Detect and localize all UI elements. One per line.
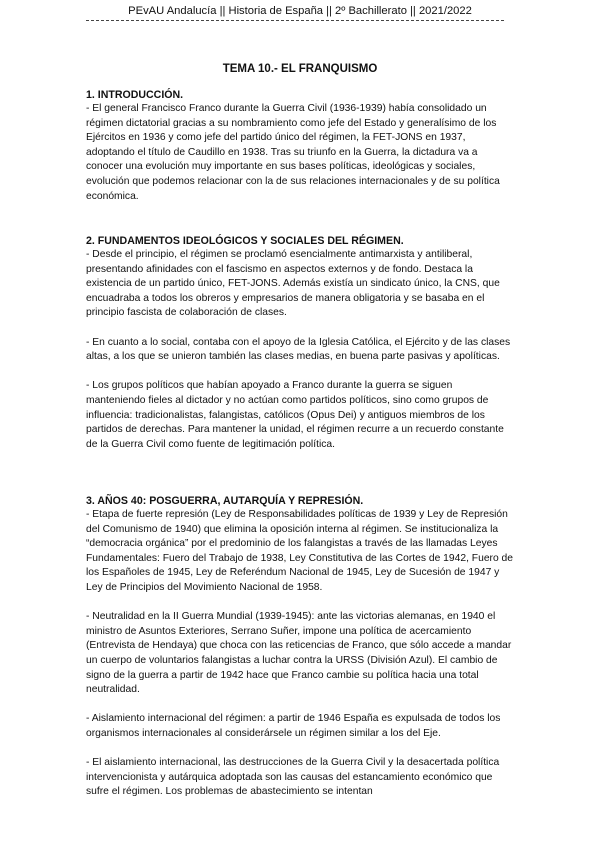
section-fundamentos — [86, 234, 514, 452]
section-anos-40 — [86, 494, 514, 800]
paragraph: - Aislamiento internacional del régimen: a partir de 1946 España es expulsada de todos los organismos internacionales al considerársele un régimen similar a los del Eje. — [86, 713, 501, 739]
section-title: 1. INTRODUCCIÓN. — [86, 89, 184, 101]
document-title: TEMA 10.- EL FRANQUISMO — [222, 63, 378, 75]
paragraph: - Los grupos políticos que habían apoyado a Franco durante la guerra se siguen manteniendo fieles al dictador y no actúan como partidos políticos, sino como grupos de influencia: tradicionalistas, falangistas, católicos (Opus Dei) y antiguos miembros de los partidos de derechas. Para mantener la unidad, el régimen recurre a un recuerdo constante de la Guerra Civil como fuente de legitimación política. — [86, 380, 504, 450]
paragraph: - Neutralidad en la II Guerra Mundial (1939-1945): ante las victorias alemanas, en 1940 el ministro de Asuntos Exteriores, Serrano Suñer, impone una política de acercamiento (Entrevista de Hendaya) que choca con las reticencias de Franco, que sólo accede a mandar un cuerpo de voluntarios falangistas a luchar contra la URSS (División Azul). El cambio de signo de la guerra a partir de 1942 hace que Franco cambie su política hacia una total neutralidad. — [86, 611, 512, 696]
paragraph: - En cuanto a lo social, contaba con el apoyo de la Iglesia Católica, el Ejército y de las clases altas, a los que se unieron también las clases medias, en buena parte pasivas y apolíticas. — [86, 336, 511, 363]
header-rule — [86, 20, 504, 21]
section-title: 2. FUNDAMENTOS IDEOLÓGICOS Y SOCIALES DEL RÉGIMEN. — [86, 235, 404, 247]
paragraph: - Desde el principio, el régimen se proclamó esencialmente antimarxista y antiliberal, presentando afinidades con el fascismo en aspectos externos y de fondo. Destaca la existencia de un partido único, FET-JONS. Además existía un sindicato único, la CNS, que encuadraba a todos los obreros y empresarios de manera obligatoria y se basaba en el principio fascista de colaboración de clases. — [86, 249, 500, 319]
paragraph: - Etapa de fuerte represión (Ley de Responsabilidades políticas de 1939 y Ley de Represión del Comunismo de 1940) que elimina la oposición interna al régimen. Se institucionaliza la “democracia orgánica” por el predominio de los falangistas a través de las llamadas Leyes Fundamentales: Fuero del Trabajo de 1938, Ley Constitutiva de las Cortes de 1942, Fuero de los Españoles de 1945, Ley de Referéndum Nacional de 1945, Ley de Sucesión de 1947 y Ley de Principios del Movimiento Nacional de 1958. — [86, 509, 514, 593]
page-header: PEvAU Andalucía || Historia de España || 2º Bachillerato || 2021/2022 — [128, 5, 472, 17]
section-introduccion — [86, 88, 514, 204]
section-title: 3. AÑOS 40: POSGUERRA, AUTARQUÍA Y REPRESIÓN. — [86, 495, 364, 507]
paragraph: - El aislamiento internacional, las destrucciones de la Guerra Civil y la desacertada política intervencionista y autárquica adoptada son las causas del estancamiento económico que sufre el régimen. Los problemas de abastecimiento se intentan — [86, 757, 500, 798]
paragraph: - El general Francisco Franco durante la Guerra Civil (1936-1939) había consolidado un régimen dictatorial gracias a su nombramiento como jefe del Estado y generalísimo de los Ejércitos en 1936 y como jefe del partido único del régimen, la FET-JONS en 1937, adoptando el título de Caudillo en 1938. Tras su triunfo en la Guerra, la dictadura va a conocer una evolución muy importante en sus bases políticas, ideológicas y sociales, evolución que podemos relacionar con la de sus relaciones internacionales y de su política económica. — [86, 103, 500, 202]
